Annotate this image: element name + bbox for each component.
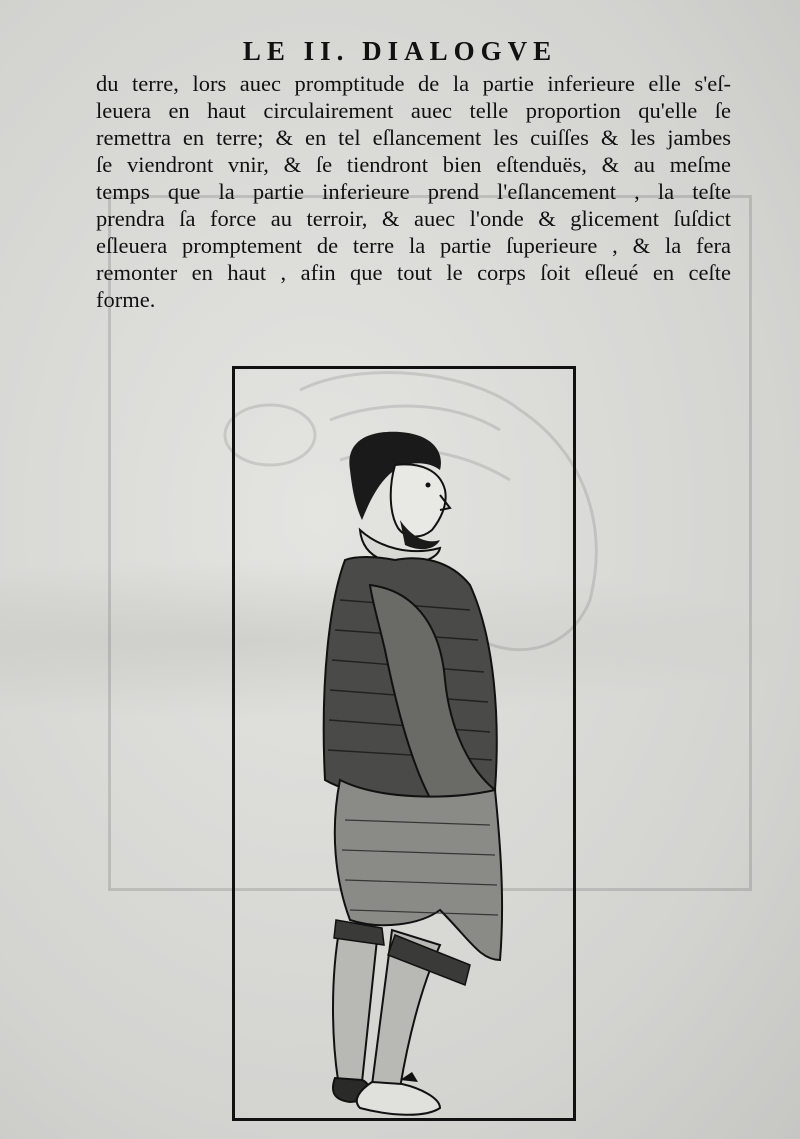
text-line: ſe viendront vnir, & ſe tiendront bien eſtenduës, & au meſme bbox=[96, 152, 731, 177]
text-line: prendra ſa force au terroir, & auec l'onde & glicement ſuſdict bbox=[96, 206, 731, 231]
text-line: du terre, lors auec promptitude de la partie inferieure elle s'eſ- bbox=[96, 71, 731, 96]
text-line: forme. bbox=[96, 287, 156, 312]
running-header: LE II. DIALOGVE bbox=[242, 36, 558, 66]
text-line: temps que la partie inferieure prend l'eſlancement , la teſte bbox=[96, 179, 731, 204]
text-line: leuera en haut circulairement auec telle proportion qu'elle ſe bbox=[96, 98, 731, 123]
text-line: remonter en haut , afin que tout le corps ſoit eſleué en ceſte bbox=[96, 260, 731, 285]
text-line: remettra en terre; & en tel eſlancement les cuiſſes & les jambes bbox=[96, 125, 731, 150]
text-line: eſleuera promptement de terre la partie ſuperieure , & la fera bbox=[96, 233, 731, 258]
